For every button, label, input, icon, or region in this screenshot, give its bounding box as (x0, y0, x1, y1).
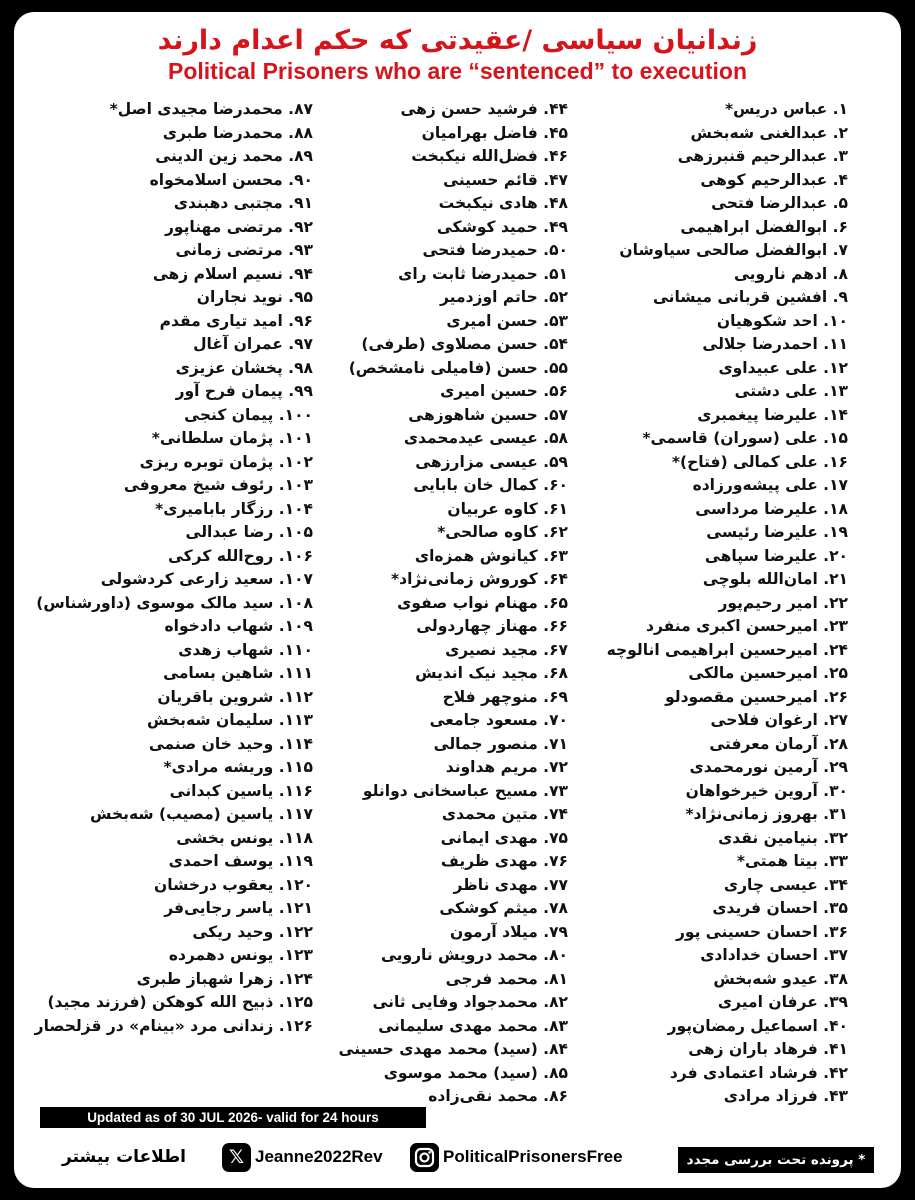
prisoner-entry: ۱۲. علی عبیداوی (718, 358, 848, 377)
prisoner-entry: ۱۱۲. شروین باقریان (157, 687, 313, 706)
prisoner-entry: ۱۱۳. سلیمان شه‌بخش (147, 711, 313, 729)
prisoner-entry: ۷۵. مهدی ایمانی (440, 828, 568, 847)
prisoner-entry: ۴۶. فضل‌الله نیکبخت (411, 147, 568, 165)
prisoner-entry: ۱۲۵. ذبیح الله کوهکن (فرزند مجید) (47, 993, 313, 1011)
prisoner-entry: ۳۸. عیدو شه‌بخش (713, 969, 848, 988)
prisoner-entry: ۱۱۹. یوسف احمدی (168, 852, 313, 870)
prisoner-entry: ۱۲۳. یونس دهمرده (168, 946, 313, 964)
prisoner-entry: ۱۰۵. رضا عبدالی (185, 523, 313, 541)
prisoner-entry: ۱۰۷. سعید زارعی کردشولی (100, 570, 313, 588)
prisoner-entry: ۲۴. امیرحسین ابراهیمی انالوچه (606, 640, 848, 659)
prisoner-entry: ۱۰۲. پژمان توبره ریزی (139, 452, 313, 471)
prisoner-entry: ۲۲. امیر رحیم‌پور (718, 593, 848, 612)
prisoner-entry: ۴۹. حمید کوشکی (436, 217, 568, 236)
prisoner-entry: ۲۷. ارغوان فلاحی (710, 711, 848, 729)
instagram-handle-text: PoliticalPrisonersFree (443, 1147, 623, 1166)
prisoner-entry: ۷۹. میلاد آرمون (449, 922, 568, 941)
prisoner-entry: ۹۴. نسیم اسلام زهی (152, 264, 313, 283)
prisoner-entry: ۹۹. پیمان فرح آور (175, 382, 313, 400)
prisoner-entry: ۱۰۰. پیمان کنجی (184, 405, 313, 424)
prisoner-entry: ۵۶. حسین امیری (440, 382, 568, 400)
prisoner-entry: ۹۸. پخشان عزیزی (175, 358, 313, 377)
prisoner-entry: ۱. عباس دریس* (725, 100, 848, 118)
prisoner-entry: ۳. عبدالرحیم قنبرزهی (677, 147, 848, 165)
prisoner-entry: ۱۰۹. شهاب دادخواه (164, 617, 313, 635)
prisoner-entry: ۷۴. متین محمدی (441, 805, 568, 823)
prisoner-entry: ۲۹. آرمین نورمحمدی (689, 758, 848, 776)
prisoner-entry: ۷۶. مهدی ظریف (440, 852, 568, 870)
x-handle-link[interactable] (222, 1141, 383, 1173)
prisoner-entry: ۱۱۷. یاسین (مصیب) شه‌بخش (90, 805, 313, 823)
prisoner-entry: ۳۶. احسان حسینی پور (675, 922, 848, 941)
prisoner-entry: ۴۱. فرهاد باران زهی (688, 1040, 848, 1058)
prisoner-entry: ۶۶. مهناز چهاردولی (416, 617, 568, 635)
prisoner-entry: ۶۸. مجید نیک اندیش (415, 664, 568, 682)
prisoner-entry: ۱۷. علی پیشه‌ورزاده (692, 476, 848, 494)
prisoner-entry: ۷۸. میثم کوشکی (439, 899, 568, 917)
prisoner-entry: ۹۷. عمران آغال (193, 335, 313, 353)
prisoner-entry: ۴۳. فرزاد مرادی (723, 1087, 848, 1105)
prisoner-entry: ۳۲. بنیامین نقدی (718, 828, 848, 847)
prisoner-entry: ۷۳. مسیح عباسخانی دوانلو (362, 781, 568, 800)
x-logo-icon: 𝕏 (222, 1143, 251, 1172)
prisoner-entry: ۶۱. کاوه عربیان (447, 499, 568, 518)
prisoner-entry: ۲۱. امان‌الله بلوچی (702, 570, 848, 588)
prisoner-entry: ۱۳. علی دشتی (734, 382, 848, 400)
prisoner-entry: ۹۳. مرتضی زمانی (175, 241, 313, 259)
prisoner-entry: ۳۱. بهروز زمانی‌نژاد* (685, 805, 848, 823)
prisoner-entry: ۸۷. محمدرضا مجیدی اصل* (109, 100, 313, 118)
prisoner-entry: ۲۵. امیرحسین مالکی (688, 664, 848, 682)
prisoner-entry: ۱۱۶. یاسین کبدانی (169, 781, 313, 800)
prisoner-entry: ۵۸. عیسی عیدمحمدی (403, 429, 568, 447)
prisoner-entry: ۲۳. امیرحسن اکبری منفرد (646, 617, 848, 635)
prisoner-entry: ۵۴. حسن مصلاوی (طرفی) (361, 335, 568, 353)
prisoner-entry: ۷۷. مهدی ناظر (453, 875, 568, 894)
prisoner-entry: ۴. عبدالرحیم کوهی (700, 170, 848, 189)
prisoner-entry: ۹۱. مجتبی دهبندی (173, 194, 313, 212)
prisoner-entry: ۹۰. محسن اسلامخواه (149, 170, 313, 189)
more-info-label: اطلاعات بیشتر (62, 1147, 186, 1167)
prisoner-entry: ۴۵. فاضل بهرامیان (421, 123, 568, 142)
prisoner-entry: ۷. ابوالفضل صالحی سیاوشان (619, 241, 848, 259)
prisoner-entry: ۸۵. (سید) محمد موسوی (383, 1063, 568, 1082)
prisoner-entry: ۱۲۶. زندانی مرد «بینام» در قزلحصار (34, 1016, 313, 1035)
prisoner-entry: ۵۰. حمیدرضا فتحی (422, 241, 568, 259)
instagram-icon (410, 1143, 439, 1172)
prisoner-entry: ۵۵. حسن (فامیلی نامشخص) (348, 358, 568, 377)
prisoner-entry: ۸۲. محمدجواد وفایی ثانی (372, 993, 568, 1011)
prisoner-entry: ۸۹. محمد زین الدینی (155, 147, 313, 165)
prisoner-entry: ۴۴. فرشید حسن زهی (400, 100, 568, 118)
prisoner-list-column-3 (34, 98, 313, 1038)
prisoner-entry: ۱۲۴. زهرا شهباز طبری (136, 969, 313, 988)
prisoner-entry: ۲۶. امیرحسین مقصودلو (665, 687, 848, 706)
prisoner-entry: ۷۱. منصور جمالی (433, 734, 568, 753)
prisoner-list-column-1 (593, 98, 848, 1109)
prisoner-entry: ۲۰. علیرضا سپاهی (704, 546, 848, 565)
prisoner-entry: ۱۱. احمدرضا جلالی (702, 335, 848, 353)
updated-banner: Updated as of 30 JUL 2026- valid for 24 hours (40, 1107, 426, 1128)
prisoner-entry: ۹۵. نوید نجاران (196, 288, 313, 306)
prisoner-entry: ۸۳. محمد مهدی سلیمانی (378, 1016, 568, 1035)
prisoner-entry: ۳۳. بیتا همتی* (736, 852, 848, 870)
prisoner-entry: ۶۳. کیانوش همزه‌ای (414, 546, 568, 565)
prisoner-entry: ۱۱۱. شاهین بسامی (163, 664, 313, 682)
prisoner-entry: ۷۰. مسعود جامعی (429, 711, 568, 729)
prisoner-entry: ۱۵. علی (سوران) قاسمی* (642, 429, 848, 447)
title-english: Political Prisoners who are “sentenced” to execution (168, 58, 747, 84)
prisoner-entry: ۹۲. مرتضی مهناپور (164, 217, 313, 236)
prisoner-entry: ۱۲۰. یعقوب درخشان (154, 875, 313, 894)
prisoner-entry: ۱۰. احد شکوهیان (716, 311, 848, 330)
prisoner-entry: ۵۱. حمیدرضا ثابت رای (398, 264, 568, 283)
prisoner-entry: ۸۴. (سید) محمد مهدی حسینی (338, 1040, 568, 1058)
prisoner-entry: ۱۴. علیرضا پیغمبری (697, 405, 848, 424)
prisoner-entry: ۸۸. محمدرضا طبری (162, 123, 313, 142)
prisoner-entry: ۲۸. آرمان معرفتی (709, 734, 848, 753)
prisoner-entry: ۴۲. فرشاد اعتمادی فرد (669, 1063, 848, 1082)
review-note: * پرونده تحت بررسی مجدد (678, 1147, 874, 1173)
prisoner-list-column-2 (308, 98, 568, 1109)
prisoner-entry: ۱۰۴. رزگار باباميری* (155, 499, 313, 518)
prisoner-entry: ۱۸. علیرضا مرداسی (695, 499, 848, 518)
prisoner-entry: ۸۰. محمد درویش نارویی (380, 946, 568, 964)
prisoner-entry: ۳۴. عیسی چاری (723, 875, 848, 894)
prisoner-entry: ۶۰. کمال خان بابایی (413, 476, 568, 494)
prisoner-entry: ۸۱. محمد فرجی (445, 969, 568, 988)
prisoner-entry: ۶۲. کاوه صالحی* (437, 523, 568, 541)
prisoner-entry: ۱۱۴. وحید خان صنمی (148, 734, 313, 753)
prisoner-entry: ۱۱۸. یونس بخشی (176, 828, 313, 847)
prisoner-entry: ۱۰۸. سید مالک موسوی (داورشناس) (36, 593, 313, 612)
prisoner-entry: ۵۳. حسن امیری (446, 311, 568, 330)
prisoner-entry: ۵۷. حسین شاهوزهی (408, 405, 568, 424)
prisoner-entry: ۶. ابوالفضل ابراهیمی (680, 217, 848, 236)
instagram-handle-link[interactable] (410, 1141, 623, 1173)
prisoner-entry: ۱۹. علیرضا رئیسی (706, 523, 848, 541)
title-persian: زندانیان سیاسی /عقیدتی که حکم اعدام دارند (157, 25, 758, 56)
prisoner-entry: ۲. عبدالغنی شه‌بخش (690, 123, 848, 142)
prisoner-entry: ۶۵. مهنام نواب صفوی (397, 593, 568, 612)
prisoner-entry: ۵. عبدالرضا فتحی (711, 194, 848, 212)
prisoner-entry: ۸. ادهم نارویی (733, 264, 848, 283)
prisoner-entry: ۸۶. محمد نقی‌زاده (428, 1087, 568, 1105)
prisoner-entry: ۱۰۱. پژمان سلطانی* (151, 429, 313, 447)
prisoner-entry: ۱۶. علی کمالی (فتاح)* (671, 452, 848, 471)
prisoner-entry: ۵۲. حاتم اوزدمیر (440, 288, 568, 306)
prisoner-entry: ۱۰۶. روح‌الله کرکی (167, 546, 313, 565)
prisoner-entry: ۶۹. منوچهر فلاح (442, 687, 568, 706)
prisoner-entry: ۱۰۳. رئوف شیخ معروفی (123, 476, 313, 494)
prisoner-entry: ۱۲۱. یاسر رجایی‌فر (164, 899, 313, 917)
prisoner-entry: ۱۱۰. شهاب زهدی (178, 640, 313, 659)
prisoner-entry: ۱۱۵. وریشه مرادی* (163, 758, 313, 776)
prisoner-entry: ۳۷. احسان خدادادی (700, 946, 848, 964)
prisoner-entry: ۴۸. هادی نیکبخت (438, 194, 568, 212)
prisoner-entry: ۵۹. عیسی مزارزهی (415, 452, 568, 471)
prisoner-entry: ۹. افشین قربانی میشانی (652, 288, 848, 306)
prisoner-entry: ۶۷. مجید نصیری (445, 640, 568, 659)
prisoner-entry: ۹۶. امید تیاری مقدم (159, 311, 313, 330)
prisoner-entry: ۶۴. کوروش زمانی‌نژاد* (391, 570, 568, 588)
prisoner-entry: ۳۹. عرفان امیری (717, 993, 848, 1011)
x-handle-text: Jeanne2022Rev (255, 1147, 383, 1166)
prisoner-entry: ۴۰. اسماعیل رمضان‌پور (667, 1016, 848, 1035)
poster-card (14, 12, 901, 1188)
prisoner-entry: ۳۰. آروین خیرخواهان (685, 781, 848, 800)
prisoner-entry: ۷۲. مریم هداوند (445, 758, 568, 776)
prisoner-entry: ۱۲۲. وحید ریکی (192, 922, 313, 941)
prisoner-entry: ۴۷. قائم حسینی (443, 170, 568, 189)
prisoner-entry: ۳۵. احسان فریدی (712, 899, 848, 917)
